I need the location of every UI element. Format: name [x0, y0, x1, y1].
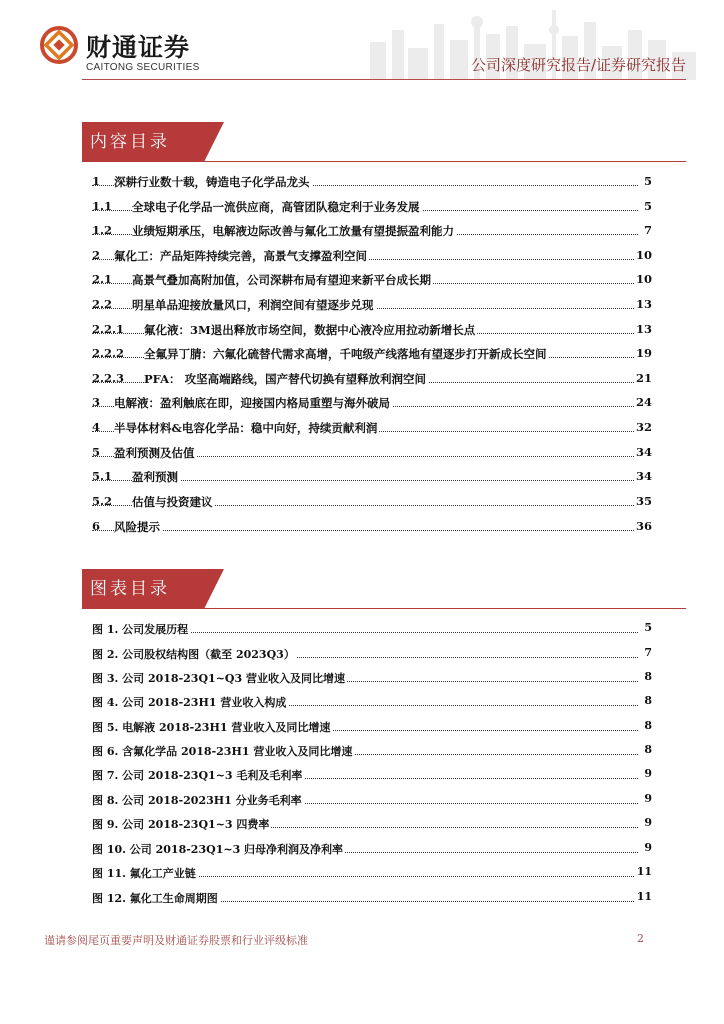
toc-entry-number: 2.2.1	[92, 322, 125, 336]
figure-entry-page: 9	[644, 767, 652, 780]
figures-section-header	[82, 569, 686, 609]
toc-entry-number: 1.1	[92, 199, 113, 213]
toc-entry[interactable]	[92, 346, 652, 364]
toc-entry[interactable]	[92, 297, 652, 315]
toc-entry-title: 高景气叠加高附加值，公司深耕布局有望迎来新平台成长期	[132, 273, 431, 287]
contents-section-rule	[82, 161, 686, 162]
figure-entry-title: 图 1. 公司发展历程	[92, 623, 189, 636]
toc-entry-number: 1	[92, 174, 101, 188]
figure-entry[interactable]	[92, 890, 652, 908]
figure-entry[interactable]	[92, 816, 652, 834]
toc-entry-title: 全球电子化学品一流供应商，高管团队稳定利于业务发展	[132, 200, 420, 214]
toc-entry-title: PFA： 攻坚高端路线，国产替代切换有望释放利润空间	[144, 372, 427, 386]
page-header	[0, 0, 724, 80]
toc-entry[interactable]	[92, 519, 652, 537]
toc-entry-number: 4	[92, 420, 101, 434]
figure-entry-title: 图 2. 公司股权结构图（截至 2023Q3）	[92, 648, 295, 661]
figure-entry-page: 8	[644, 670, 652, 683]
figure-entry[interactable]	[92, 646, 652, 664]
toc-entry-title: 业绩短期承压，电解液边际改善与氟化工放量有望提振盈利能力	[132, 224, 454, 238]
toc-entry-number: 6	[92, 519, 101, 533]
figure-entry[interactable]	[92, 792, 652, 810]
toc-entry-title: 深耕行业数十载，铸造电子化学品龙头	[114, 175, 310, 189]
toc-entry-page: 13	[635, 322, 652, 336]
toc-entry-number: 5.1	[92, 469, 113, 483]
figure-entry-title: 图 12. 氟化工生命周期图	[92, 892, 218, 905]
figure-entry-page: 9	[644, 841, 652, 854]
figures-section-rule	[82, 608, 686, 609]
figure-entry[interactable]	[92, 743, 652, 761]
toc-entry-title: 电解液：盈利触底在即，迎接国内格局重塑与海外破局	[114, 396, 390, 410]
toc-entry[interactable]	[92, 322, 652, 340]
company-logo	[40, 26, 200, 76]
toc-entry[interactable]	[92, 174, 652, 192]
toc-entry[interactable]	[92, 395, 652, 413]
toc-entry-title: 半导体材料&电容化学品：稳中向好，持续贡献利润	[114, 421, 378, 435]
logo-mark-icon	[40, 26, 78, 64]
logo-chinese-name: 财通证券	[86, 33, 191, 62]
toc-entry-page: 34	[635, 469, 652, 483]
toc-entry-title: 氟化液：3M退出释放市场空间，数据中心液冷应用拉动新增长点	[144, 323, 476, 337]
footer-page-number: 2	[637, 932, 644, 945]
toc-entry[interactable]	[92, 272, 652, 290]
contents-section-header	[82, 122, 686, 162]
toc-entry-title: 盈利预测及估值	[114, 446, 195, 460]
figure-entry[interactable]	[92, 767, 652, 785]
toc-entry-page: 34	[635, 445, 652, 459]
toc-entry[interactable]	[92, 494, 652, 512]
toc-entry[interactable]	[92, 420, 652, 438]
toc-entry-page: 19	[635, 346, 652, 360]
figure-entry-page: 11	[636, 865, 652, 878]
report-type-label: 公司深度研究报告/证券研究报告	[470, 56, 686, 74]
toc-entry-title: 全氟异丁腈：六氟化硫替代需求高增，千吨级产线落地有望逐步打开新成长空间	[144, 347, 547, 361]
figure-entry[interactable]	[92, 670, 652, 688]
figure-entry-title: 图 10. 公司 2018-23Q1~3 归母净利润及净利率	[92, 843, 344, 856]
figure-entry-title: 图 9. 公司 2018-23Q1~3 四费率	[92, 818, 270, 831]
toc-entry-page: 36	[635, 519, 652, 533]
toc-entry-page: 35	[635, 494, 652, 508]
toc-entry[interactable]	[92, 371, 652, 389]
figure-entry[interactable]	[92, 719, 652, 737]
toc-entry[interactable]	[92, 248, 652, 266]
figure-entry-page: 7	[644, 646, 652, 659]
toc-entry-number: 2	[92, 248, 101, 262]
figure-entry-page: 9	[644, 792, 652, 805]
contents-section-title: 内容目录	[82, 122, 204, 162]
toc-entry-page: 32	[635, 420, 652, 434]
toc-entry-page: 13	[635, 297, 652, 311]
toc-entry-page: 24	[635, 395, 652, 409]
toc-leader-dots	[92, 530, 638, 531]
figure-entry-title: 图 8. 公司 2018-2023H1 分业务毛利率	[92, 794, 302, 807]
toc-entry-number: 3	[92, 395, 101, 409]
figure-entry[interactable]	[92, 694, 652, 712]
toc-entry[interactable]	[92, 445, 652, 463]
header-divider	[82, 79, 686, 80]
figure-entry[interactable]	[92, 841, 652, 859]
toc-entry-page: 7	[643, 223, 652, 237]
toc-entry-title: 风险提示	[114, 520, 160, 534]
toc-entry[interactable]	[92, 223, 652, 241]
figure-entry-page: 5	[644, 621, 652, 634]
figure-entry-page: 8	[644, 694, 652, 707]
toc-entry-title: 氟化工：产品矩阵持续完善，高景气支撑盈利空间	[114, 249, 367, 263]
toc-entry[interactable]	[92, 199, 652, 217]
figures-section-title: 图表目录	[82, 569, 204, 609]
figure-entry-title: 图 11. 氟化工产业链	[92, 867, 196, 880]
logo-english-name: CAITONG SECURITIES	[86, 62, 200, 73]
figure-entry-page: 9	[644, 816, 652, 829]
toc-entry-page: 5	[643, 174, 652, 188]
figure-entry[interactable]	[92, 621, 652, 639]
figure-entry-title: 图 5. 电解液 2018-23H1 营业收入及同比增速	[92, 721, 331, 734]
toc-entry[interactable]	[92, 469, 652, 487]
figure-entry-page: 8	[644, 743, 652, 756]
figure-entry-page: 8	[644, 719, 652, 732]
toc-entry-page: 21	[635, 371, 652, 385]
toc-entry-number: 2.2.3	[92, 371, 125, 385]
figure-entry-page: 11	[636, 890, 652, 903]
toc-entry-number: 1.2	[92, 223, 113, 237]
footer-disclaimer: 谨请参阅尾页重要声明及财通证券股票和行业评级标准	[44, 934, 308, 947]
toc-entry-page: 10	[635, 248, 652, 262]
toc-entry-title: 盈利预测	[132, 470, 178, 484]
figure-entry-title: 图 6. 含氟化学品 2018-23H1 营业收入及同比增速	[92, 745, 353, 758]
figure-entry-title: 图 3. 公司 2018-23Q1~Q3 营业收入及同比增速	[92, 672, 345, 685]
figure-entry-title: 图 7. 公司 2018-23Q1~3 毛利及毛利率	[92, 769, 303, 782]
toc-entry-number: 5	[92, 445, 101, 459]
figure-entry-title: 图 4. 公司 2018-23H1 营业收入构成	[92, 696, 287, 709]
toc-entry-title: 估值与投资建议	[132, 495, 213, 509]
toc-entry-number: 2.2	[92, 297, 113, 311]
toc-entry-title: 明星单品迎接放量风口，利润空间有望逐步兑现	[132, 298, 374, 312]
toc-entry-page: 10	[635, 272, 652, 286]
toc-entry-number: 2.2.2	[92, 346, 125, 360]
toc-entry-number: 2.1	[92, 272, 113, 286]
toc-entry-number: 5.2	[92, 494, 113, 508]
toc-entry-page: 5	[643, 199, 652, 213]
figure-entry[interactable]	[92, 865, 652, 883]
